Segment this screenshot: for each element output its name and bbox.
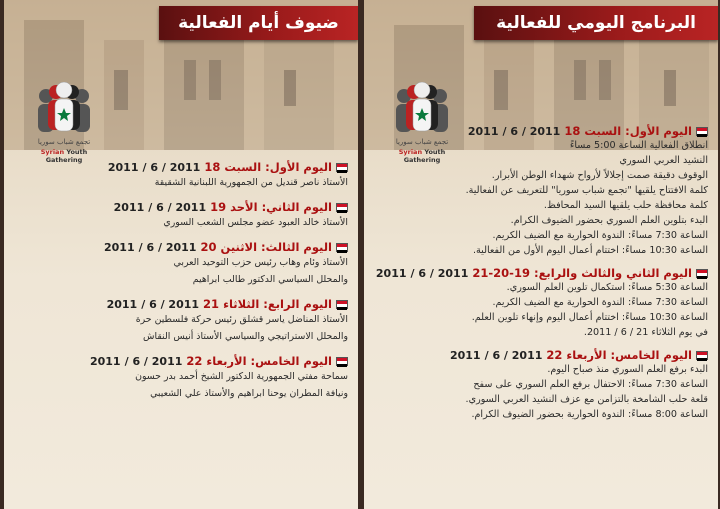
syria-flag-icon [696,269,708,278]
logo-arabic-text: تجمع شباب سوريا [37,138,91,146]
guests-list [18,160,348,402]
syria-flag-icon [696,127,708,136]
day-5-guest: سماحة مفتي الجمهورية الدكتور الشيخ أحمد بدر حسون [135,371,348,382]
schedule-line: الساعة 10:30 مساءً: اختتام أعمال اليوم الأول من الفعالية. [472,245,708,256]
day-5-heading: اليوم الخامس: الأربعاء 22 2011 / 6 / 2011 [18,354,348,368]
day-5-guest: ونيافة المطران يوحنا ابراهيم والأستاذ علي الشعيبي [150,388,348,399]
syrian-youth-logo [24,82,104,162]
day-2-heading: اليوم الثاني: الأحد 19 2011 / 6 / 2011 [18,200,348,214]
schedule-line: الساعة 7:30 مساءً: الندوة الحوارية مع الضيف الكريم. [492,230,708,241]
day-1-heading: اليوم الأول: السبت 18 2011 / 6 / 2011 [370,124,708,138]
syria-flag-icon [336,300,348,309]
guests-title-banner: ضيوف أيام الفعالية [159,6,358,40]
day-2-guest: الأستاذ خالد العبود عضو مجلس الشعب السوري [163,217,348,228]
people-icon [24,82,104,138]
schedule-line: الساعة 7:30 مساءً: الندوة الحوارية مع الضيف الكريم. [492,297,708,308]
schedule-line: الساعة 5:30 مساءً: استكمال تلوين العلم السوري. [506,282,708,293]
schedule-line: الساعة 7:30 مساءً: الاحتفال برفع العلم السوري على سفح [473,379,708,390]
day-1-guest: الأستاذ ناصر قنديل من الجمهورية اللبنانية الشقيقة [154,177,348,188]
program-panel [364,0,718,509]
syria-flag-icon [336,203,348,212]
syria-flag-icon [336,357,348,366]
day-4-heading: اليوم الرابع: الثلاثاء 21 2011 / 6 / 2011 [18,297,348,311]
syria-flag-icon [336,163,348,172]
program-schedule [370,124,708,422]
day-4-guest: الأستاذ المناضل ياسر قشلق رئيس حركة فلسطين حرة [135,314,348,325]
day-3-heading: اليوم الثالث: الاثنين 20 2011 / 6 / 2011 [18,240,348,254]
syria-flag-icon [336,243,348,252]
schedule-line: الساعة 10:30 مساءً: اختتام أعمال اليوم وإنهاء تلوين العلم. [471,312,708,323]
schedule-line: النشيد العربي السوري [619,155,708,166]
day-5-heading: اليوم الخامس: الأربعاء 22 2011 / 6 / 2011 [370,348,708,362]
schedule-line: الوقوف دقيقة صمت إجلالاً لأرواح شهداء الوطن الأبرار. [491,170,708,181]
day-4-guest: والمحلل الاستراتيجي والسياسي الأستاذ أنيس النقاش [143,331,348,342]
schedule-line: الساعة 8:00 مساءً: الندوة الحوارية بحضور الضيوف الكرام. [471,409,708,420]
day-3-guest: والمحلل السياسي الدكتور طالب ابراهيم [192,274,348,285]
logo-english-text: Syrian Youth Gathering [398,148,446,164]
logo-arabic-text: تجمع شباب سوريا [395,138,449,146]
schedule-line: انطلاق الفعالية الساعة 5:00 مساءً [569,140,708,151]
day-1-heading: اليوم الأول: السبت 18 2011 / 6 / 2011 [18,160,348,174]
logo-english-text: Syrian Youth Gathering [40,148,88,164]
schedule-line: البدء بتلوين العلم السوري بحضور الضيوف الكرام. [510,215,708,226]
guests-panel [4,0,358,509]
schedule-line: قلعة حلب الشامخة بالتزامن مع عزف النشيد العربي السوري. [465,394,708,405]
days-2-4-heading: اليوم الثاني والثالث والرابع: 19-20-21 2011 / 6 / 2011 [370,266,708,280]
schedule-line: كلمة محافظة حلب يلقيها السيد المحافظ. [543,200,708,211]
schedule-line: في يوم الثلاثاء 21 / 6 / 2011. [583,327,708,338]
schedule-line: البدء برفع العلم السوري منذ صباح اليوم. [547,364,708,375]
day-3-guest: الأستاذ وئام وهاب رئيس حزب التوحيد العربي [173,257,348,268]
syria-flag-icon [696,351,708,360]
program-title-banner: البرنامج اليومي للفعالية [474,6,718,40]
schedule-line: كلمة الافتتاح يلقيها "تجمع شباب سوريا" للتعريف عن الفعالية. [465,185,708,196]
